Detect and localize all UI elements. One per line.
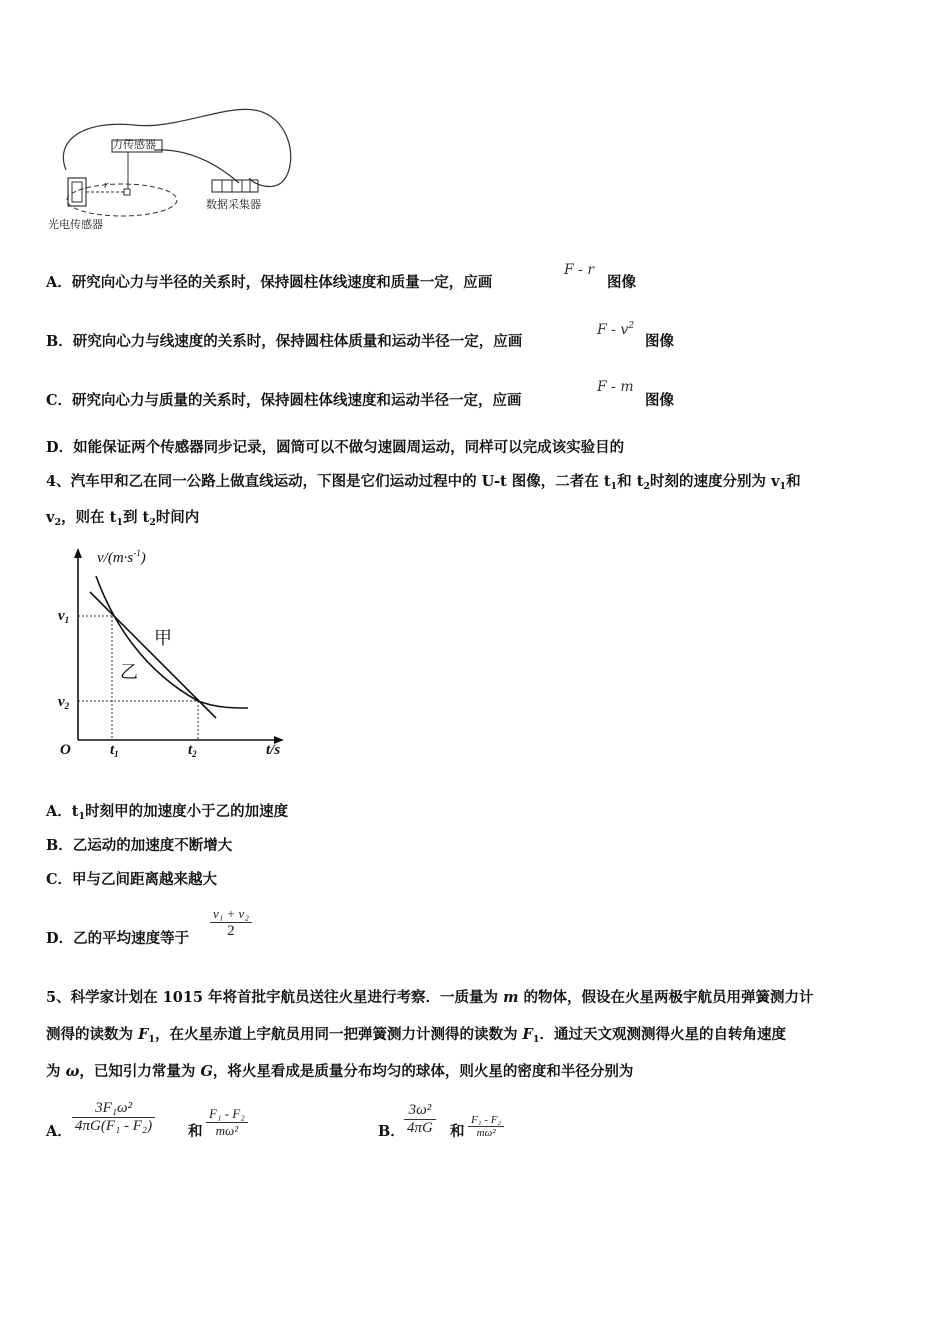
q5-option-a-and: 和 (188, 1123, 203, 1140)
curve-yi (96, 576, 248, 708)
q4-option-a: A．$t_1$时刻甲的加速度小于乙的加速度 (46, 803, 289, 822)
line-jia (90, 592, 216, 718)
q3-option-b-math: F - $v^2$ (597, 320, 635, 338)
v2-label: $v_2$ (58, 694, 70, 711)
q3-option-c-math: F - m (597, 379, 634, 395)
q3-option-b-tail: 图像 (645, 333, 674, 350)
t2-label: $t_2$ (188, 742, 197, 759)
q5-stem-line1: 5、科学家计划在 1015 年将首批宇航员送往火星进行考察．一质量为 m 的物体，假设在火星两极宇航员用弹簧测力计 (46, 989, 814, 1006)
q3-option-b: B．研究向心力与线速度的关系时，保持圆柱体质量和运动半径一定，应画 (46, 333, 523, 350)
data-collector-label: 数据采集器 (206, 199, 261, 211)
q4-option-d: D．乙的平均速度等于 (46, 930, 190, 947)
q3-option-a-tail: 图像 (607, 274, 636, 291)
radius-label: r (104, 179, 109, 191)
q4-option-b: B．乙运动的加速度不断增大 (46, 837, 233, 854)
q4-option-c: C．甲与乙间距离越来越大 (46, 871, 218, 888)
q5-option-a-label: A． (46, 1123, 72, 1140)
q5-option-b-fraction2: F₁ - F₂ mω² (468, 1114, 504, 1139)
jia-label: 甲 (154, 628, 172, 648)
t1-label: $t_1$ (110, 742, 119, 759)
q5-option-a-fraction1: 3F₁ω² 4πG(F₁ - F₂) (72, 1100, 155, 1135)
q5-option-b-and: 和 (450, 1123, 465, 1140)
x-axis-label: t/s (266, 742, 281, 758)
photo-sensor-label: 光电传感器 (48, 219, 103, 231)
q5-option-b-label: B． (378, 1123, 405, 1140)
q5-option-b-fraction1: 3ω² 4πG (404, 1102, 436, 1137)
q5-option-a-fraction2: F₁ - F₂ mω² (206, 1106, 248, 1139)
q3-option-c: C．研究向心力与质量的关系时，保持圆柱体线速度和运动半径一定，应画 (46, 392, 522, 409)
q5-stem-line2: 测得的读数为 $F_1$，在火星赤道上宇航员用同一把弹簧测力计测得的读数为 $F_1$．通过天文观测测得火星的自转角速度 (46, 1026, 786, 1045)
q4-stem-line2: $v_2$，则在 $t_1$到 $t_2$时间内 (46, 509, 200, 528)
q3-option-c-tail: 图像 (645, 392, 674, 409)
y-axis-label: $v/(m\cdot s^{-1})$ (97, 548, 146, 566)
q3-option-a-math: F - r (564, 262, 595, 278)
v1-label: $v_1$ (58, 608, 70, 625)
q3-option-a: A．研究向心力与半径的关系时，保持圆柱体线速度和质量一定，应画 (46, 274, 493, 291)
vt-graph (52, 540, 302, 765)
q4-option-d-fraction: v₁ + v₂ 2 (210, 906, 252, 940)
force-sensor-label: 力传感器 (112, 139, 156, 151)
yi-label: 乙 (120, 662, 138, 682)
q5-stem-line3: 为 ω，已知引力常量为 G，将火星看成是质量分布均匀的球体，则火星的密度和半径分别为 (46, 1063, 634, 1080)
origin-label: O (60, 742, 71, 758)
q4-stem-line1: 4、汽车甲和乙在同一公路上做直线运动，下图是它们运动过程中的 U-t 图像，二者在 $t_1$和 $t_2$时刻的速度分别为 $v_1$和 (46, 473, 801, 492)
q3-option-d: D．如能保证两个传感器同步记录，圆筒可以不做匀速圆周运动，同样可以完成该实验目的 (46, 439, 625, 456)
apparatus-figure (44, 100, 304, 240)
